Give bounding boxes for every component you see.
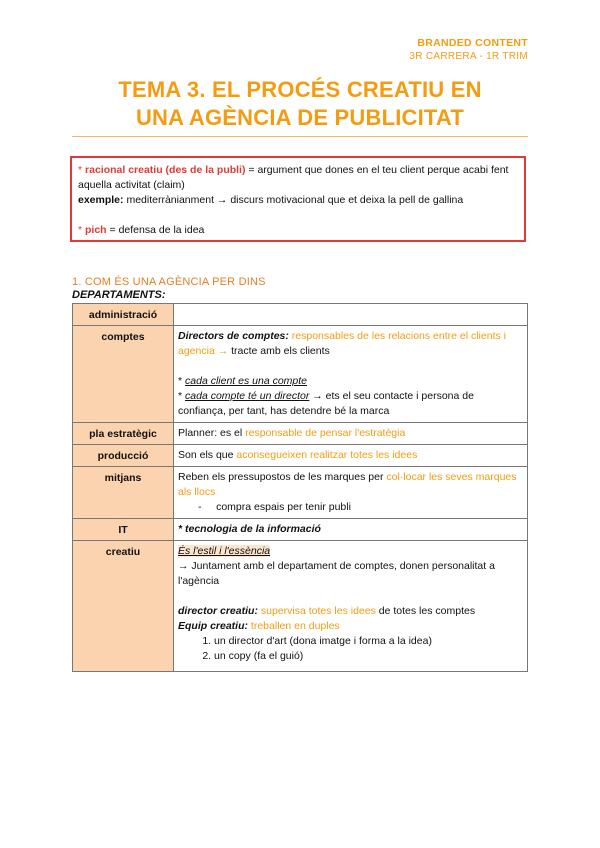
definition-racional [78, 163, 518, 193]
title-divider [72, 136, 528, 137]
title-line-1: TEMA 3. EL PROCÉS CREATIU EN [118, 77, 482, 102]
highlight-text: supervisa totes les idees [257, 605, 376, 617]
definition-pich [78, 223, 518, 238]
term: director creatiu: [178, 605, 258, 617]
dept-name: creatiu [73, 541, 174, 672]
section-heading: 1. COM ÉS UNA AGÈNCIA PER DINS [72, 276, 266, 288]
table-row [73, 519, 528, 541]
term: Equip creatiu: [178, 620, 249, 632]
highlight-text: aconsegueixen realitzar totes les idees [236, 449, 418, 461]
header [409, 36, 528, 64]
table-row [73, 326, 528, 423]
dept-name: comptes [73, 326, 174, 423]
list-item: compra espais per tenir publi [216, 501, 351, 513]
text: tracte amb els clients [228, 345, 330, 357]
bullet-star: * [178, 375, 186, 387]
dept-description [174, 304, 528, 326]
definition-text: = defensa de la idea [106, 224, 205, 236]
highlight-text: col·locar les seves marques als llocs [178, 471, 517, 498]
dept-name: mitjans [73, 467, 174, 519]
definition-term: pich [85, 224, 107, 236]
course-term: 3R CARRERA - 1R TRIM [409, 51, 528, 62]
text: de totes les comptes [375, 605, 476, 617]
definition-star: * [78, 224, 86, 236]
table-row [73, 423, 528, 445]
departments-table [72, 303, 528, 672]
table-row [73, 467, 528, 519]
table-row [73, 304, 528, 326]
dept-description [174, 423, 528, 445]
table-row [73, 541, 528, 672]
dash-bullet: - [198, 501, 202, 513]
text: És l'estil i l'essència [178, 545, 271, 557]
definition-term: racional creatiu (des de la publi) [85, 164, 246, 176]
dept-description [174, 445, 528, 467]
definition-exemple [78, 193, 518, 208]
text: → Juntament amb el departament de comptes, donen personalitat a l'agència [178, 560, 495, 587]
text: cada compte té un director [185, 390, 310, 402]
text: → ets el seu contacte i persona de confiança, per tant, has detendre bé la marca [178, 390, 474, 417]
definition-text: = argument que dones en el teu client perque acabi fent aquella activitat (claim) [78, 164, 509, 191]
dept-description: * tecnologia de la informació [174, 519, 528, 541]
table-row [73, 445, 528, 467]
text: Reben els pressupostos de les marques per [178, 471, 387, 483]
text: cada client es una compte [185, 375, 308, 387]
course-name: BRANDED CONTENT [417, 37, 528, 49]
dept-name: administració [73, 304, 174, 326]
team-list [178, 634, 523, 664]
dept-description [174, 541, 528, 672]
highlight-text: responsable de pensar l'estratègia [245, 427, 406, 439]
text: Planner: es el [178, 427, 246, 439]
highlight-text: responsables de les relacions entre el clients i agencia → [178, 330, 506, 357]
dept-name: pla estratègic [73, 423, 174, 445]
dept-name: producció [73, 445, 174, 467]
example-text: mediterrànianment → discurs motivacional que et deixa la pell de gallina [123, 194, 464, 206]
list-item: 2. un copy (fa el guió) [214, 649, 523, 664]
dept-description [174, 326, 528, 423]
list-item: 1. un director d'art (dona imatge i forma a la idea) [214, 634, 523, 649]
text: Son els que [178, 449, 237, 461]
bullet-star: * [178, 390, 186, 402]
example-term: exemple: [78, 194, 124, 206]
highlight-text: treballen en duples [248, 620, 340, 632]
definitions-box [70, 156, 526, 242]
dept-name: IT [73, 519, 174, 541]
section-subheading: DEPARTAMENTS: [72, 289, 166, 301]
page-title [72, 76, 528, 132]
title-line-2: UNA AGÈNCIA DE PUBLICITAT [135, 105, 465, 130]
definition-star: * [78, 164, 86, 176]
term: Directors de comptes: [178, 330, 289, 342]
dept-description [174, 467, 528, 519]
